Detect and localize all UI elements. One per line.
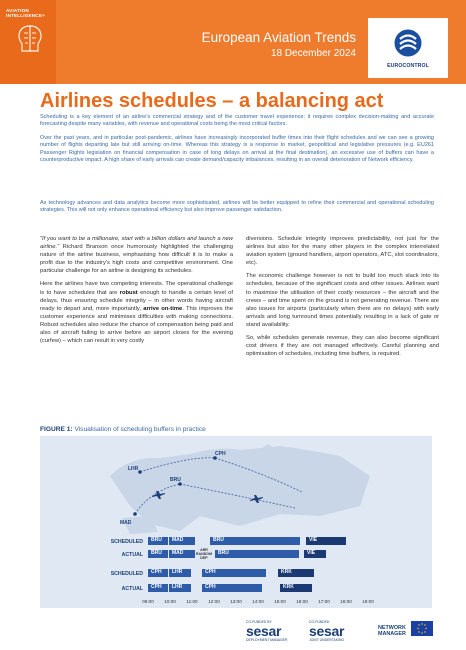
city-lhr: LHR — [128, 466, 139, 472]
left-p1-text: Richard Branson once humorously highlighted the challenging nature of the airline business, emphasising how difficult it is to make a profit due to the industry's high costs and competitive environment. One particular challenge for an airline is designing its schedules. — [40, 244, 233, 275]
bar-r2-mad: MAD — [169, 550, 195, 558]
sesar1-big: sesar — [246, 623, 282, 639]
sesar-deployment-logo — [246, 620, 287, 642]
intro-paragraph-1: Scheduling is a key element of an airline's commercial strategy and of the customer travel experience; it requires complex decision-making and accurate forecasting despite many variables, with revenue and operational costs being the most critical factors. — [40, 114, 434, 128]
figure-label: FIGURE 1: — [40, 426, 73, 433]
europe-route-map — [40, 436, 432, 536]
bar-r3-cph: CPH — [148, 569, 168, 577]
time-tick-1: 10:00 — [164, 599, 176, 604]
section-tag — [6, 8, 45, 19]
sesar2-sub: JOINT UNDERTAKING — [309, 638, 345, 642]
left-column — [40, 235, 233, 350]
city-cph: CPH — [215, 451, 226, 457]
figure-scheduling-buffers — [40, 436, 432, 608]
bar-r4-krk: KRK — [280, 584, 312, 592]
city-bru: BRU — [170, 477, 181, 483]
tag-line-2: INTELLIGENCE+ — [6, 13, 45, 19]
emphasis-robust: robust — [119, 289, 138, 296]
right-paragraph-1: diversions. Schedule integrity improves predictability, not just for the airlines but also for the many other players in the complex interrelated aviation system (ground handlers, airport operators, ATC, slot coordinators, etc). — [246, 236, 439, 267]
left-paragraph-2 — [40, 280, 233, 345]
right-column — [246, 235, 439, 363]
left-p2-d: . This improves the customer experience and minimises difficulties with making connections. Robust schedules also reduce the chance of compensation being paid and also of aircraft failing to arrive before an airport closes for the evening (curfew) – which can result in very costly — [40, 305, 233, 345]
publication-title: European Aviation Trends — [201, 30, 356, 45]
time-tick-5: 14:00 — [252, 599, 264, 604]
eu-flag-icon — [411, 621, 433, 636]
time-tick-3: 12:00 — [208, 599, 220, 604]
sesar1-small: CO-FUNDED BY — [246, 620, 272, 624]
intro-paragraph-2: Over the past years, and in particular post-pandemic, airlines have increasingly incorporated buffer times into their flight schedules and we can see a growing number of flights departing late but still arriving on-time. Whereas this strategy is a response to market, geopolitical and legislative pressures (e.g. EU261 Passenger Rights legislation on financial compensation in case of long delays on arrival at the final destination), an excessive use of buffers can have a counterproductive impact. A high share of early arrivals can create demand/capacity imbalances, resulting in an overall deterioration of Network efficiency. — [40, 135, 434, 163]
emphasis-arrive-on-time: arrive on-time — [143, 305, 183, 312]
tag-line-1: AVIATION — [6, 8, 29, 13]
time-tick-6: 15:00 — [274, 599, 286, 604]
time-tick-0: 09:00 — [142, 599, 154, 604]
row-label-scheduled-2: SCHEDULED — [110, 571, 143, 577]
brain-icon — [16, 24, 44, 54]
publication-date: 18 December 2024 — [270, 48, 356, 59]
sesar1-sub: DEPLOYMENT MANAGER — [246, 638, 288, 642]
time-tick-4: 13:00 — [230, 599, 242, 604]
footer — [0, 612, 466, 650]
page-title: Airlines schedules – a balancing act — [40, 90, 384, 112]
intro-paragraph-3: As technology advances and data analytics become more sophisticated, airlines will be better equipped to refine their commercial and operational scheduling strategies. This will not only enhance operational efficiency but also improve passenger satisfaction. — [40, 200, 434, 214]
row-label-actual-2: ACTUAL — [121, 586, 143, 592]
bar-r1-bru2: BRU — [210, 537, 300, 545]
bar-r1-mad: MAD — [169, 537, 195, 545]
left-paragraph-1 — [40, 235, 233, 275]
city-mad: MAD — [120, 520, 132, 526]
eurocontrol-mark-icon — [394, 26, 422, 60]
bar-r4-cph: CPH — [148, 584, 168, 592]
sesar-ju-logo — [309, 620, 344, 642]
branson-quote: "If you want to be a millionaire, start with a billion dollars and launch a new airline." — [40, 236, 233, 251]
bar-r2-bru2: BRU — [215, 550, 299, 558]
sesar2-small: CO-FUNDED — [309, 620, 330, 624]
bar-r1-vie: VIE — [306, 537, 346, 545]
bar-r1-bru: BRU — [148, 537, 168, 545]
bar-r3-lhr: LHR — [169, 569, 191, 577]
bar-r2-bru: BRU — [148, 550, 168, 558]
time-tick-8: 17:00 — [318, 599, 330, 604]
time-tick-10: 19:00 — [362, 599, 374, 604]
right-paragraph-2: The economic challenge however is not to build too much slack into its schedules, because of the significant costs and other issues. Airlines want to maximise the utilisation of their costly resources – the aircraft and the crews – and time spent on the ground is not generating revenue. There are also issues for airports (particularly when there are no delays) with early arrivals and long turnround times potentially resulting in a lack of gate or stand availability. — [246, 273, 439, 328]
time-tick-9: 18:00 — [340, 599, 352, 604]
bar-r3-krk: KRK — [278, 569, 314, 577]
sesar2-big: sesar — [309, 623, 345, 639]
time-tick-7: 16:00 — [296, 599, 308, 604]
row-label-actual-1: ACTUAL — [121, 552, 143, 558]
network-manager-label: NETWORK MANAGER — [378, 625, 406, 637]
bar-r3-cph2: CPH — [202, 569, 266, 577]
figure-caption-text: Visualisation of scheduling buffers in practice — [72, 426, 206, 433]
row-label-scheduled-1: SCHEDULED — [110, 539, 143, 545]
eurocontrol-wordmark: EUROCONTROL — [387, 63, 429, 69]
right-paragraph-3: So, while schedules generate revenue, they can also become significant cost drivers if they are not managed effectively. Careful planning and optimisation of schedules, including time buffers, is required. — [246, 335, 439, 358]
arrival-departure-note: ARR RANDOM DEP — [195, 548, 213, 560]
bar-r4-cph2: CPH — [202, 584, 262, 592]
time-tick-2: 11:00 — [186, 599, 198, 604]
bar-r2-vie: VIE — [304, 550, 326, 558]
left-p2-c: enough to handle a certain level of delays, thus ensuring schedule integrity – in other words having aircraft ready to depart and, more importantly, — [40, 289, 233, 312]
figure-caption — [40, 426, 206, 433]
eurocontrol-logo — [368, 18, 448, 78]
bar-r4-lhr: LHR — [169, 584, 191, 592]
left-p2-a: Here the airlines have two competing interests. The operational challenge is to have schedules that are — [40, 281, 233, 296]
